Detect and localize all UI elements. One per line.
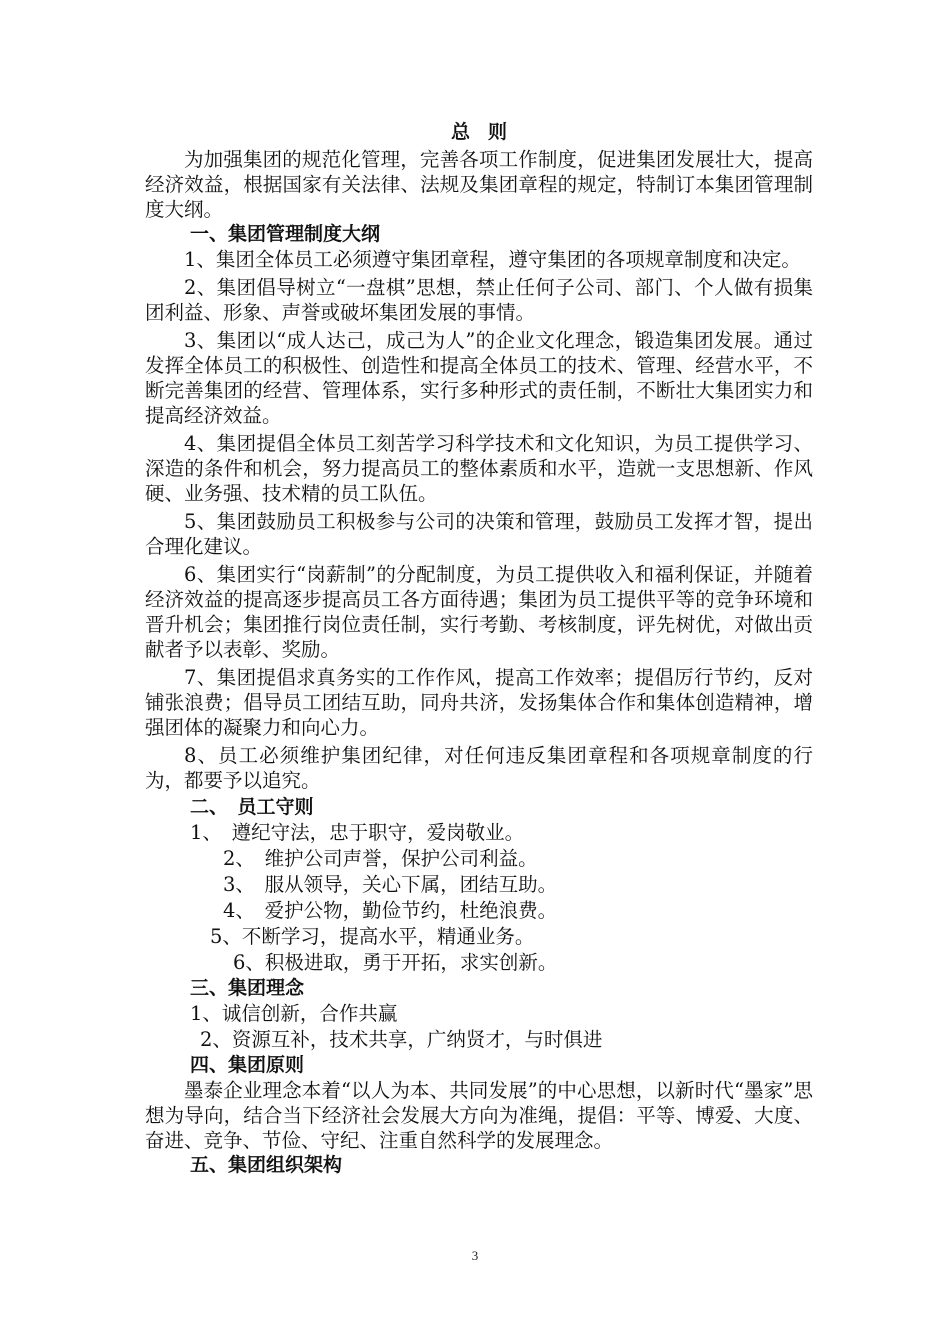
section-heading-4: 四、集团原则 [190,1054,305,1076]
section-heading-1: 一、集团管理制度大纲 [190,223,381,245]
page-title: 总则 [450,121,525,143]
clause-7: 7、集团提倡求真务实的工作作风，提高工作效率；提倡厉行节约，反对铺张浪费；倡导员工团结互助，同舟共济，发扬集体合作和集体创造精神，增强团体的凝聚力和向心力。 [145,666,813,739]
philosophy-item-2: 2、资源互补，技术共享，广纳贤才，与时俱进 [200,1028,603,1051]
clause-4: 4、集团提倡全体员工刻苦学习科学技术和文化知识，为员工提供学习、深造的条件和机会，努力提高员工的整体素质和水平，造就一支思想新、作风硬、业务强、技术精的员工队伍。 [145,432,813,505]
principle-paragraph: 墨泰企业理念本着“以人为本、共同发展”的中心思想，以新时代“墨家”思想为导向，结合当下经济社会发展大方向为准绳，提倡：平等、博爱、大度、奋进、竞争、节俭、守纪、注重自然科学的发展理念。 [145,1079,813,1152]
employee-rule-6: 6、积极进取，勇于开拓，求实创新。 [233,951,558,974]
section-heading-2: 二、 员工守则 [190,796,314,818]
clause-3: 3、集团以“成人达己，成己为人”的企业文化理念，锻造集团发展。通过发挥全体员工的积极性、创造性和提高全体员工的技术、管理、经营水平，不断完善集团的经营、管理体系，实行多种形式的责任制，不断壮大集团实力和提高经济效益。 [145,329,813,427]
philosophy-item-1: 1、诚信创新，合作共赢 [190,1002,398,1025]
employee-rule-4: 4、 爱护公物，勤俭节约，杜绝浪费。 [223,899,558,922]
employee-rule-2: 2、 维护公司声誉，保护公司利益。 [223,847,538,870]
page-number: 3 [471,1248,479,1263]
section-heading-3: 三、集团理念 [190,977,305,999]
clause-2: 2、集团倡导树立“一盘棋”思想，禁止任何子公司、部门、个人做有损集团利益、形象、声誉或破坏集团发展的事情。 [145,276,813,324]
document-body [145,120,813,1178]
intro-paragraph: 为加强集团的规范化管理，完善各项工作制度，促进集团发展壮大，提高经济效益，根据国家有关法律、法规及集团章程的规定，特制订本集团管理制度大纲。 [145,148,813,221]
clause-8: 8、员工必须维护集团纪律，对任何违反集团章程和各项规章制度的行为，都要予以追究。 [145,744,813,792]
section-heading-5: 五、集团组织架构 [190,1154,343,1176]
clause-6: 6、集团实行“岗薪制”的分配制度，为员工提供收入和福利保证，并随着经济效益的提高逐步提高员工各方面待遇；集团为员工提供平等的竞争环境和晋升机会；集团推行岗位责任制，实行考勤、考核制度，评先树优，对做出贡献者予以表彰、奖励。 [145,563,813,661]
clause-1: 1、集团全体员工必须遵守集团章程，遵守集团的各项规章制度和决定。 [184,248,801,271]
employee-rule-3: 3、 服从领导，关心下属，团结互助。 [223,873,558,896]
employee-rule-5: 5、不断学习，提高水平，精通业务。 [210,925,535,948]
clause-5: 5、集团鼓励员工积极参与公司的决策和管理，鼓励员工发挥才智，提出合理化建议。 [145,510,813,558]
employee-rule-1: 1、 遵纪守法，忠于职守，爱岗敬业。 [190,821,525,844]
